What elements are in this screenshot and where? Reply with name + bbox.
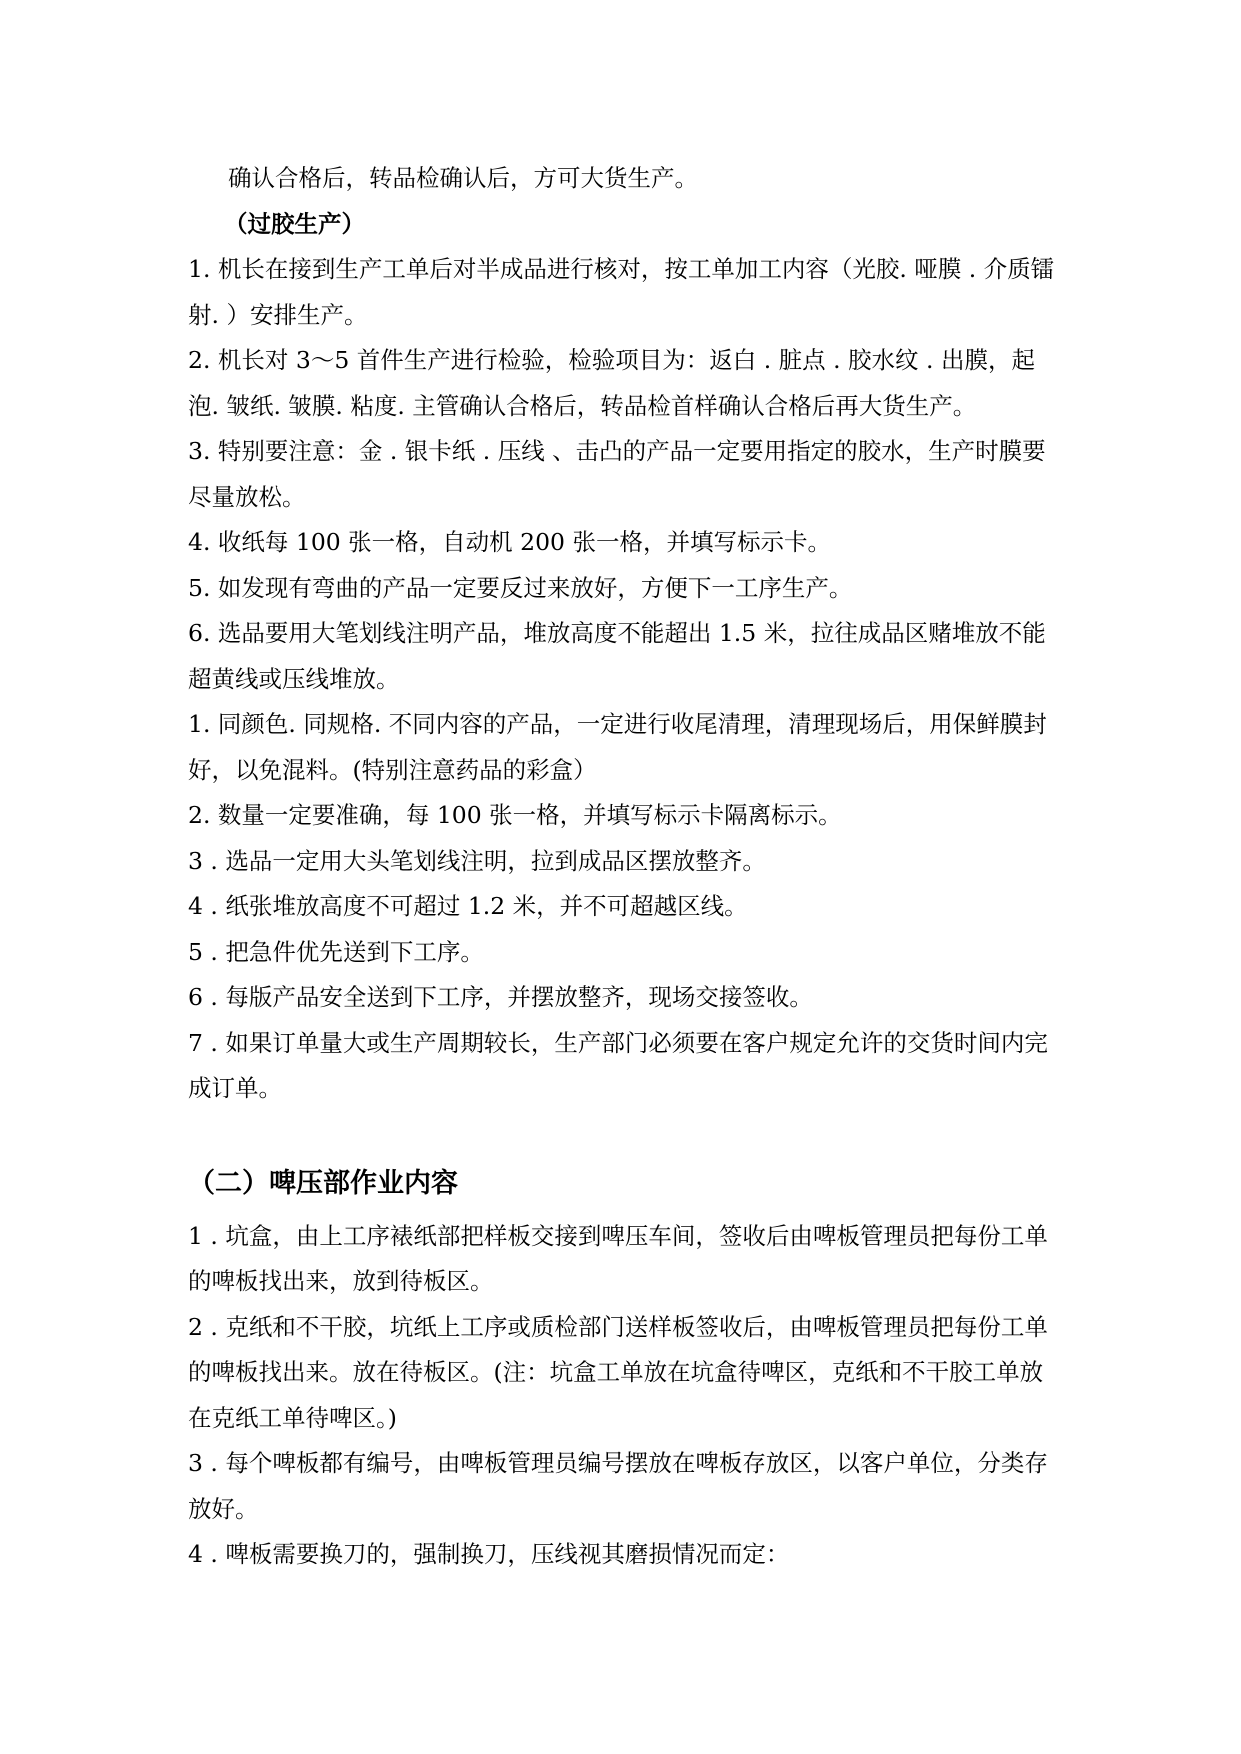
list-item: 1 . 坑盒，由上工序裱纸部把样板交接到啤压车间，签收后由啤板管理员把每份工单的啤板找出来，放到待板区。 [188,1221,1048,1295]
section-title-die-cutting: （二）啤压部作业内容 [188,1167,458,1199]
laminating-heading: （过胶生产） [224,209,365,238]
list-item: 4 . 纸张堆放高度不可超过 1.2 米，并不可超越区线。 [188,892,748,920]
die-cutting-list [188,1214,1063,1578]
list-item: 2. 机长对 3～5 首件生产进行检验，检验项目为：返白 . 脏点 . 胶水纹 . 出膜，起泡. 皱纸. 皱膜. 粘度. 主管确认合格后，转品检首样确认合格后再大货生产。 [188,346,1035,420]
list-item: 4 . 啤板需要换刀的，强制换刀，压线视其磨损情况而定： [188,1540,790,1568]
document-body [188,156,1063,1578]
list-item: 2 . 克纸和不干胶，坑纸上工序或质检部门送样板签收后，由啤板管理员把每份工单的啤板找出来。放在待板区。(注：坑盒工单放在坑盒待啤区，克纸和不干胶工单放在克纸工单待啤区。) [188,1312,1048,1432]
list-item: 5 . 把急件优先送到下工序。 [188,937,484,966]
list-item: 5. 如发现有弯曲的产品一定要反过来放好，方便下一工序生产。 [188,573,853,602]
laminating-list [188,247,1063,1112]
list-item: 3 . 每个啤板都有编号，由啤板管理员编号摆放在啤板存放区，以客户单位，分类存放好。 [188,1449,1048,1523]
intro-line: 确认合格后，转品检确认后，方可大货生产。 [228,164,698,192]
list-item: 2. 数量一定要准确，每 100 张一格，并填写标示卡隔离标示。 [188,801,842,829]
list-item: 6 . 每版产品安全送到下工序，并摆放整齐，现场交接签收。 [188,983,813,1011]
list-item: 4. 收纸每 100 张一格，自动机 200 张一格，并填写标示卡。 [188,528,831,556]
list-item: 1. 同颜色. 同规格. 不同内容的产品，一定进行收尾清理，清理现场后，用保鲜膜封好，以免混料。(特别注意药品的彩盒） [188,710,1047,784]
list-item: 7 . 如果订单量大或生产周期较长，生产部门必须要在客户规定允许的交货时间内完成订单。 [188,1028,1048,1102]
list-item: 1. 机长在接到生产工单后对半成品进行核对，按工单加工内容（光胶. 哑膜 . 介质镭射. ）安排生产。 [188,255,1055,329]
list-item: 6. 选品要用大笔划线注明产品，堆放高度不能超出 1.5 米，拉往成品区赌堆放不能超黄线或压线堆放。 [188,619,1046,693]
list-item: 3 . 选品一定用大头笔划线注明，拉到成品区摆放整齐。 [188,846,766,875]
list-item: 3. 特别要注意：金 . 银卡纸 . 压线 、击凸的产品一定要用指定的胶水，生产时膜要尽量放松。 [188,437,1046,511]
